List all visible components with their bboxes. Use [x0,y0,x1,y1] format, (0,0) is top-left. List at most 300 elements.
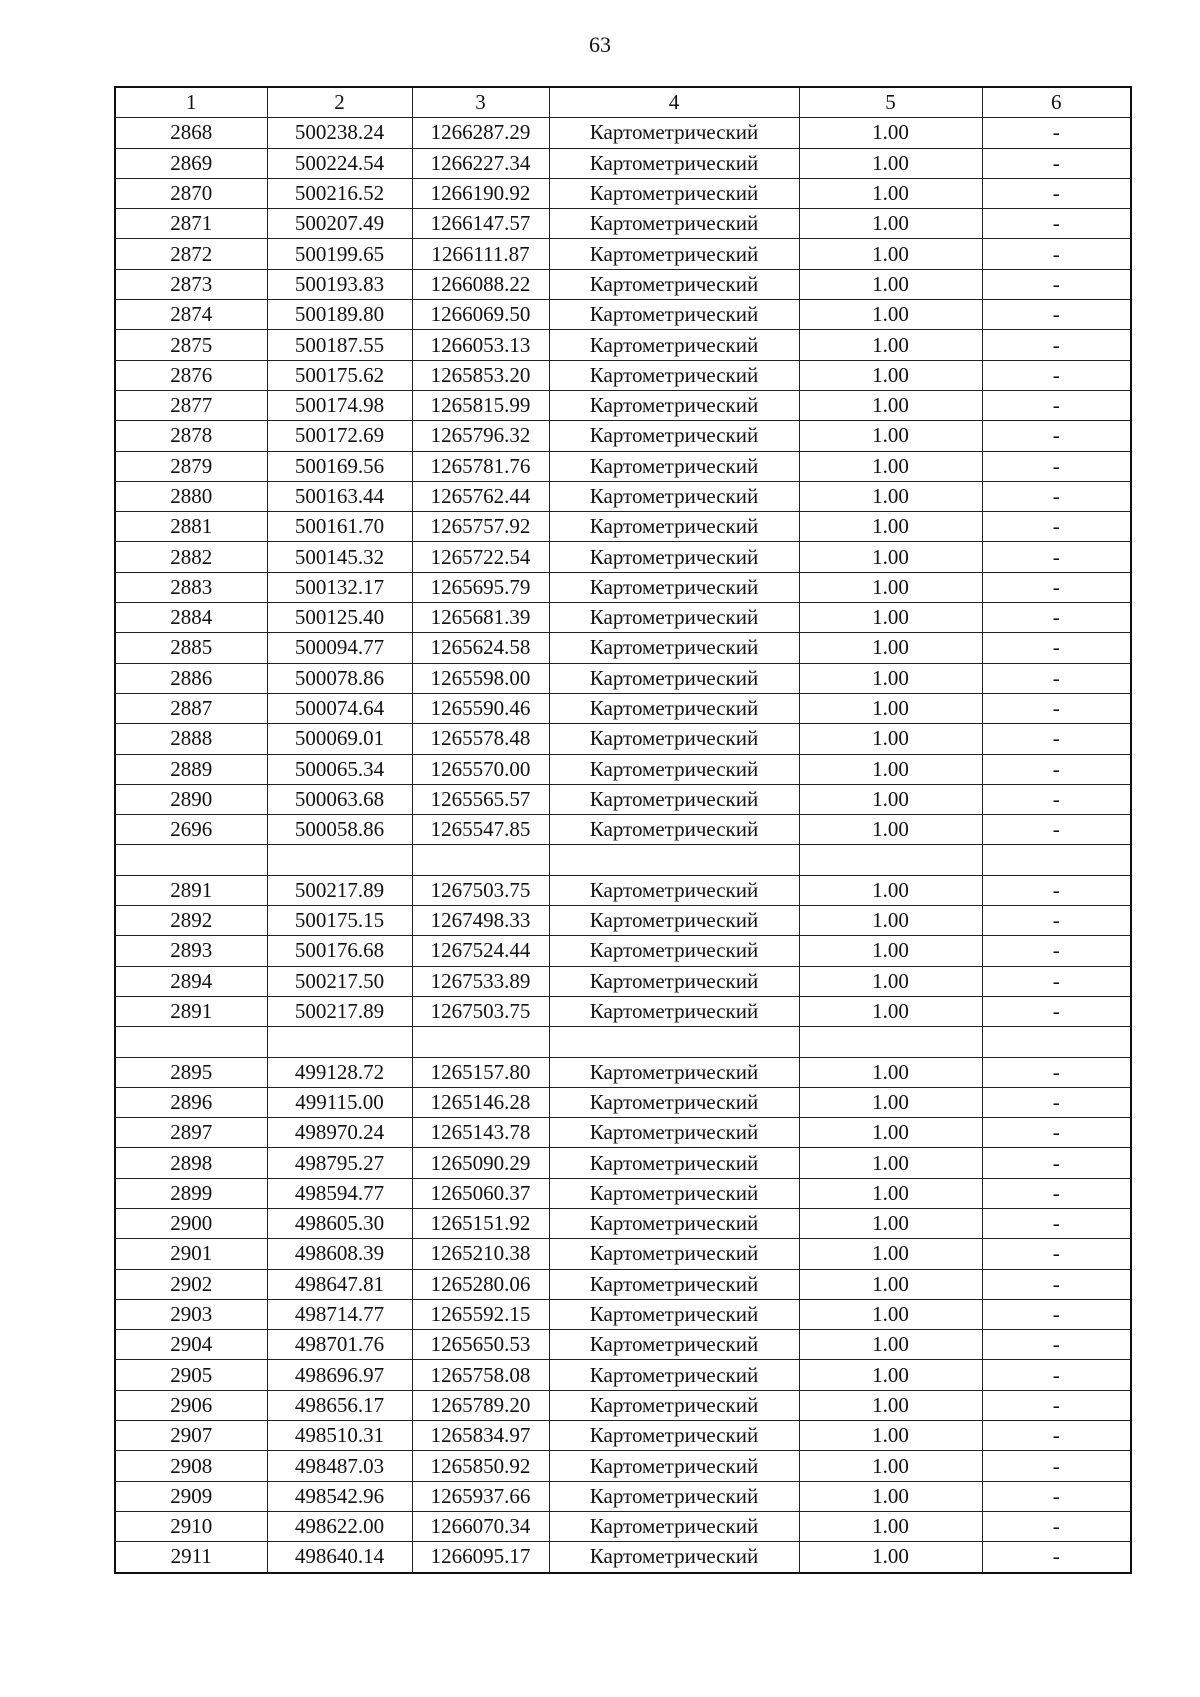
cell-coord-y: 1265762.44 [412,481,549,511]
cell-point-number: 2903 [115,1299,267,1329]
table-row [115,572,1131,602]
table-row [115,542,1131,572]
cell-coord-x: 500074.64 [267,693,412,723]
cell-accuracy: 1.00 [799,118,982,148]
cell-note: - [982,1057,1131,1087]
cell-accuracy: 1.00 [799,1511,982,1541]
cell-coord-y: 1266088.22 [412,269,549,299]
cell-method: Картометрический [549,1208,799,1238]
cell-note: - [982,663,1131,693]
cell-coord-y: 1265624.58 [412,633,549,663]
cell-note: - [982,269,1131,299]
cell-note: - [982,178,1131,208]
cell-note: - [982,542,1131,572]
cell-method: Картометрический [549,1481,799,1511]
cell-coord-x: 499128.72 [267,1057,412,1087]
cell-coord-y: 1266069.50 [412,300,549,330]
cell-coord-x: 500199.65 [267,239,412,269]
cell-point-number: 2871 [115,209,267,239]
cell-coord-x [267,1027,412,1057]
cell-coord-x: 498640.14 [267,1542,412,1573]
cell-coord-x: 500174.98 [267,390,412,420]
cell-coord-x: 498487.03 [267,1451,412,1481]
cell-method: Картометрический [549,1542,799,1573]
cell-note: - [982,1421,1131,1451]
cell-coord-y: 1265695.79 [412,572,549,602]
cell-method [549,1027,799,1057]
cell-note: - [982,1269,1131,1299]
table-row [115,1360,1131,1390]
cell-accuracy: 1.00 [799,1148,982,1178]
cell-note: - [982,1178,1131,1208]
cell-accuracy: 1.00 [799,784,982,814]
cell-note: - [982,754,1131,784]
cell-coord-y: 1266190.92 [412,178,549,208]
table-row [115,1542,1131,1573]
cell-coord-x: 500065.34 [267,754,412,784]
cell-accuracy: 1.00 [799,209,982,239]
cell-accuracy: 1.00 [799,481,982,511]
cell-method: Картометрический [549,178,799,208]
cell-accuracy: 1.00 [799,1542,982,1573]
cell-point-number: 2888 [115,724,267,754]
table-row [115,1178,1131,1208]
cell-coord-x: 498970.24 [267,1118,412,1148]
table-row [115,1118,1131,1148]
cell-coord-y: 1267524.44 [412,936,549,966]
table-header-row [115,87,1131,118]
cell-note: - [982,360,1131,390]
cell-coord-x: 500217.89 [267,875,412,905]
cell-point-number: 2909 [115,1481,267,1511]
cell-coord-y [412,1027,549,1057]
table-row [115,1087,1131,1117]
cell-method: Картометрический [549,693,799,723]
cell-method: Картометрический [549,1057,799,1087]
cell-accuracy: 1.00 [799,693,982,723]
cell-accuracy: 1.00 [799,1208,982,1238]
cell-point-number: 2889 [115,754,267,784]
cell-note: - [982,209,1131,239]
cell-point-number: 2869 [115,148,267,178]
cell-note: - [982,784,1131,814]
cell-coord-y: 1265570.00 [412,754,549,784]
cell-method: Картометрический [549,1511,799,1541]
cell-point-number: 2882 [115,542,267,572]
cell-coord-y: 1265210.38 [412,1239,549,1269]
cell-coord-x: 500161.70 [267,512,412,542]
cell-coord-y: 1265090.29 [412,1148,549,1178]
cell-method: Картометрический [549,906,799,936]
cell-note: - [982,815,1131,845]
cell-accuracy: 1.00 [799,875,982,905]
cell-point-number [115,845,267,875]
cell-coord-x: 500175.15 [267,906,412,936]
table-row [115,1481,1131,1511]
cell-coord-x: 499115.00 [267,1087,412,1117]
cell-accuracy: 1.00 [799,148,982,178]
cell-method: Картометрический [549,481,799,511]
cell-accuracy: 1.00 [799,421,982,451]
cell-note [982,845,1131,875]
cell-method: Картометрический [549,784,799,814]
table-row [115,815,1131,845]
cell-coord-y: 1265815.99 [412,390,549,420]
cell-point-number: 2880 [115,481,267,511]
table-row [115,754,1131,784]
cell-note: - [982,875,1131,905]
cell-point-number: 2896 [115,1087,267,1117]
cell-point-number: 2874 [115,300,267,330]
cell-coord-y: 1265146.28 [412,1087,549,1117]
cell-method: Картометрический [549,633,799,663]
cell-coord-x: 498647.81 [267,1269,412,1299]
table-row [115,966,1131,996]
cell-point-number: 2899 [115,1178,267,1208]
cell-note: - [982,481,1131,511]
cell-note [982,1027,1131,1057]
column-header-5: 5 [799,87,982,118]
cell-note: - [982,330,1131,360]
cell-note: - [982,1330,1131,1360]
cell-accuracy: 1.00 [799,936,982,966]
cell-method: Картометрический [549,148,799,178]
cell-note: - [982,1148,1131,1178]
cell-accuracy: 1.00 [799,542,982,572]
cell-point-number: 2876 [115,360,267,390]
cell-note: - [982,1451,1131,1481]
table-row [115,421,1131,451]
cell-method: Картометрический [549,542,799,572]
cell-point-number: 2883 [115,572,267,602]
cell-coord-y: 1265757.92 [412,512,549,542]
cell-method: Картометрический [549,1087,799,1117]
table-row [115,148,1131,178]
column-header-6: 6 [982,87,1131,118]
table-row [115,1148,1131,1178]
cell-accuracy: 1.00 [799,906,982,936]
cell-coord-x: 500163.44 [267,481,412,511]
cell-coord-x: 500224.54 [267,148,412,178]
cell-coord-x [267,845,412,875]
cell-coord-x: 500187.55 [267,330,412,360]
cell-point-number: 2890 [115,784,267,814]
cell-note: - [982,936,1131,966]
cell-method: Картометрический [549,724,799,754]
cell-coord-y: 1265850.92 [412,1451,549,1481]
cell-coord-y: 1266111.87 [412,239,549,269]
cell-point-number: 2696 [115,815,267,845]
cell-point-number: 2884 [115,603,267,633]
cell-method: Картометрический [549,663,799,693]
table-row [115,1208,1131,1238]
cell-method: Картометрический [549,966,799,996]
cell-coord-y: 1266070.34 [412,1511,549,1541]
cell-accuracy: 1.00 [799,603,982,633]
cell-coord-x: 498795.27 [267,1148,412,1178]
cell-coord-x: 500094.77 [267,633,412,663]
cell-accuracy: 1.00 [799,1269,982,1299]
cell-accuracy: 1.00 [799,966,982,996]
table-row [115,724,1131,754]
cell-point-number: 2907 [115,1421,267,1451]
cell-coord-y: 1265722.54 [412,542,549,572]
cell-method: Картометрический [549,209,799,239]
cell-coord-y: 1266227.34 [412,148,549,178]
table-row [115,512,1131,542]
cell-coord-x: 500069.01 [267,724,412,754]
cell-point-number: 2894 [115,966,267,996]
cell-accuracy: 1.00 [799,1451,982,1481]
cell-coord-y: 1265565.57 [412,784,549,814]
cell-point-number: 2873 [115,269,267,299]
cell-note: - [982,1481,1131,1511]
cell-note: - [982,1511,1131,1541]
cell-point-number: 2881 [115,512,267,542]
cell-method: Картометрический [549,1421,799,1451]
cell-point-number: 2875 [115,330,267,360]
cell-accuracy: 1.00 [799,572,982,602]
cell-accuracy: 1.00 [799,178,982,208]
cell-accuracy: 1.00 [799,1330,982,1360]
table-row [115,1269,1131,1299]
cell-accuracy: 1.00 [799,239,982,269]
cell-coord-y [412,845,549,875]
cell-coord-y: 1265547.85 [412,815,549,845]
cell-accuracy: 1.00 [799,451,982,481]
cell-coord-x: 498696.97 [267,1360,412,1390]
cell-note: - [982,1087,1131,1117]
column-header-2: 2 [267,87,412,118]
cell-point-number: 2905 [115,1360,267,1390]
cell-coord-x: 500175.62 [267,360,412,390]
cell-note: - [982,1239,1131,1269]
cell-note: - [982,996,1131,1026]
cell-point-number: 2872 [115,239,267,269]
cell-note: - [982,512,1131,542]
cell-method: Картометрический [549,269,799,299]
cell-coord-x: 498510.31 [267,1421,412,1451]
cell-coord-x: 500063.68 [267,784,412,814]
table-row [115,239,1131,269]
cell-method: Картометрический [549,118,799,148]
cell-method: Картометрический [549,1330,799,1360]
cell-point-number: 2891 [115,996,267,1026]
cell-point-number: 2887 [115,693,267,723]
table-row [115,1299,1131,1329]
cell-point-number: 2906 [115,1390,267,1420]
cell-accuracy: 1.00 [799,390,982,420]
cell-point-number: 2877 [115,390,267,420]
table-row [115,118,1131,148]
cell-note: - [982,603,1131,633]
cell-coord-x: 500132.17 [267,572,412,602]
cell-accuracy: 1.00 [799,1481,982,1511]
cell-accuracy: 1.00 [799,1421,982,1451]
cell-point-number: 2868 [115,118,267,148]
cell-coord-y: 1267533.89 [412,966,549,996]
cell-coord-y: 1265151.92 [412,1208,549,1238]
cell-method: Картометрический [549,996,799,1026]
cell-accuracy: 1.00 [799,269,982,299]
cell-method: Картометрический [549,1118,799,1148]
cell-point-number: 2900 [115,1208,267,1238]
cell-coord-y: 1265157.80 [412,1057,549,1087]
cell-point-number: 2895 [115,1057,267,1087]
cell-coord-y: 1267498.33 [412,906,549,936]
table-row [115,390,1131,420]
cell-accuracy: 1.00 [799,815,982,845]
cell-note: - [982,451,1131,481]
cell-note: - [982,693,1131,723]
table-row [115,663,1131,693]
cell-coord-y: 1265060.37 [412,1178,549,1208]
cell-coord-y: 1265681.39 [412,603,549,633]
cell-coord-y: 1265578.48 [412,724,549,754]
table-row [115,300,1131,330]
cell-coord-y: 1265781.76 [412,451,549,481]
table-row [115,936,1131,966]
cell-note: - [982,1360,1131,1390]
cell-point-number: 2886 [115,663,267,693]
cell-coord-y: 1265789.20 [412,1390,549,1420]
cell-coord-y: 1266147.57 [412,209,549,239]
cell-coord-y: 1265937.66 [412,1481,549,1511]
cell-point-number: 2893 [115,936,267,966]
cell-coord-y: 1265650.53 [412,1330,549,1360]
table-row [115,1511,1131,1541]
cell-point-number: 2908 [115,1451,267,1481]
cell-coord-y: 1265598.00 [412,663,549,693]
table-row [115,209,1131,239]
cell-accuracy [799,1027,982,1057]
cell-coord-x: 498714.77 [267,1299,412,1329]
table-row [115,269,1131,299]
cell-point-number: 2904 [115,1330,267,1360]
table-row [115,1451,1131,1481]
cell-coord-y: 1265280.06 [412,1269,549,1299]
cell-method: Картометрический [549,1390,799,1420]
cell-note: - [982,633,1131,663]
cell-coord-x: 500078.86 [267,663,412,693]
cell-method: Картометрический [549,1360,799,1390]
cell-coord-x: 500189.80 [267,300,412,330]
column-header-1: 1 [115,87,267,118]
cell-accuracy: 1.00 [799,1360,982,1390]
table-row [115,1027,1131,1057]
cell-coord-x: 500238.24 [267,118,412,148]
cell-method: Картометрический [549,1299,799,1329]
cell-method: Картометрический [549,1451,799,1481]
table-row [115,451,1131,481]
cell-note: - [982,572,1131,602]
cell-point-number: 2870 [115,178,267,208]
cell-coord-x: 500125.40 [267,603,412,633]
table-row [115,1390,1131,1420]
column-header-4: 4 [549,87,799,118]
table-row [115,603,1131,633]
cell-accuracy: 1.00 [799,1390,982,1420]
cell-coord-x: 498608.39 [267,1239,412,1269]
cell-coord-y: 1265796.32 [412,421,549,451]
cell-point-number: 2891 [115,875,267,905]
table-row [115,330,1131,360]
cell-coord-y: 1265758.08 [412,1360,549,1390]
cell-accuracy: 1.00 [799,330,982,360]
cell-method: Картометрический [549,390,799,420]
cell-coord-x: 500169.56 [267,451,412,481]
cell-point-number: 2898 [115,1148,267,1178]
cell-coord-y: 1267503.75 [412,875,549,905]
page-number: 63 [589,32,611,57]
cell-method: Картометрический [549,239,799,269]
cell-coord-x: 500217.89 [267,996,412,1026]
table-row [115,845,1131,875]
cell-accuracy: 1.00 [799,633,982,663]
cell-method: Картометрический [549,1269,799,1299]
coordinates-table-body [115,87,1131,1573]
table-row [115,875,1131,905]
cell-accuracy: 1.00 [799,300,982,330]
table-row [115,481,1131,511]
cell-note: - [982,421,1131,451]
cell-method: Картометрический [549,360,799,390]
table-row [115,996,1131,1026]
table-row [115,633,1131,663]
cell-point-number [115,1027,267,1057]
cell-method: Картометрический [549,603,799,633]
cell-note: - [982,239,1131,269]
table-row [115,906,1131,936]
column-header-3: 3 [412,87,549,118]
cell-coord-y: 1265853.20 [412,360,549,390]
cell-method: Картометрический [549,1178,799,1208]
cell-method [549,845,799,875]
cell-point-number: 2897 [115,1118,267,1148]
cell-note: - [982,1208,1131,1238]
cell-coord-x: 500207.49 [267,209,412,239]
cell-point-number: 2911 [115,1542,267,1573]
cell-coord-y: 1267503.75 [412,996,549,1026]
table-row [115,360,1131,390]
table-row [115,1057,1131,1087]
cell-accuracy: 1.00 [799,724,982,754]
cell-coord-x: 498656.17 [267,1390,412,1420]
cell-method: Картометрический [549,572,799,602]
cell-accuracy: 1.00 [799,1118,982,1148]
cell-accuracy: 1.00 [799,1299,982,1329]
cell-coord-y: 1266095.17 [412,1542,549,1573]
cell-accuracy: 1.00 [799,512,982,542]
cell-point-number: 2879 [115,451,267,481]
cell-method: Картометрический [549,875,799,905]
cell-method: Картометрический [549,815,799,845]
cell-note: - [982,1542,1131,1573]
cell-coord-x: 498594.77 [267,1178,412,1208]
cell-coord-x: 498605.30 [267,1208,412,1238]
table-row [115,1239,1131,1269]
cell-coord-y: 1265834.97 [412,1421,549,1451]
cell-method: Картометрический [549,330,799,360]
cell-accuracy: 1.00 [799,996,982,1026]
cell-method: Картометрический [549,300,799,330]
cell-coord-x: 500193.83 [267,269,412,299]
cell-point-number: 2902 [115,1269,267,1299]
cell-coord-x: 498701.76 [267,1330,412,1360]
table-row [115,178,1131,208]
cell-method: Картометрический [549,512,799,542]
cell-note: - [982,906,1131,936]
